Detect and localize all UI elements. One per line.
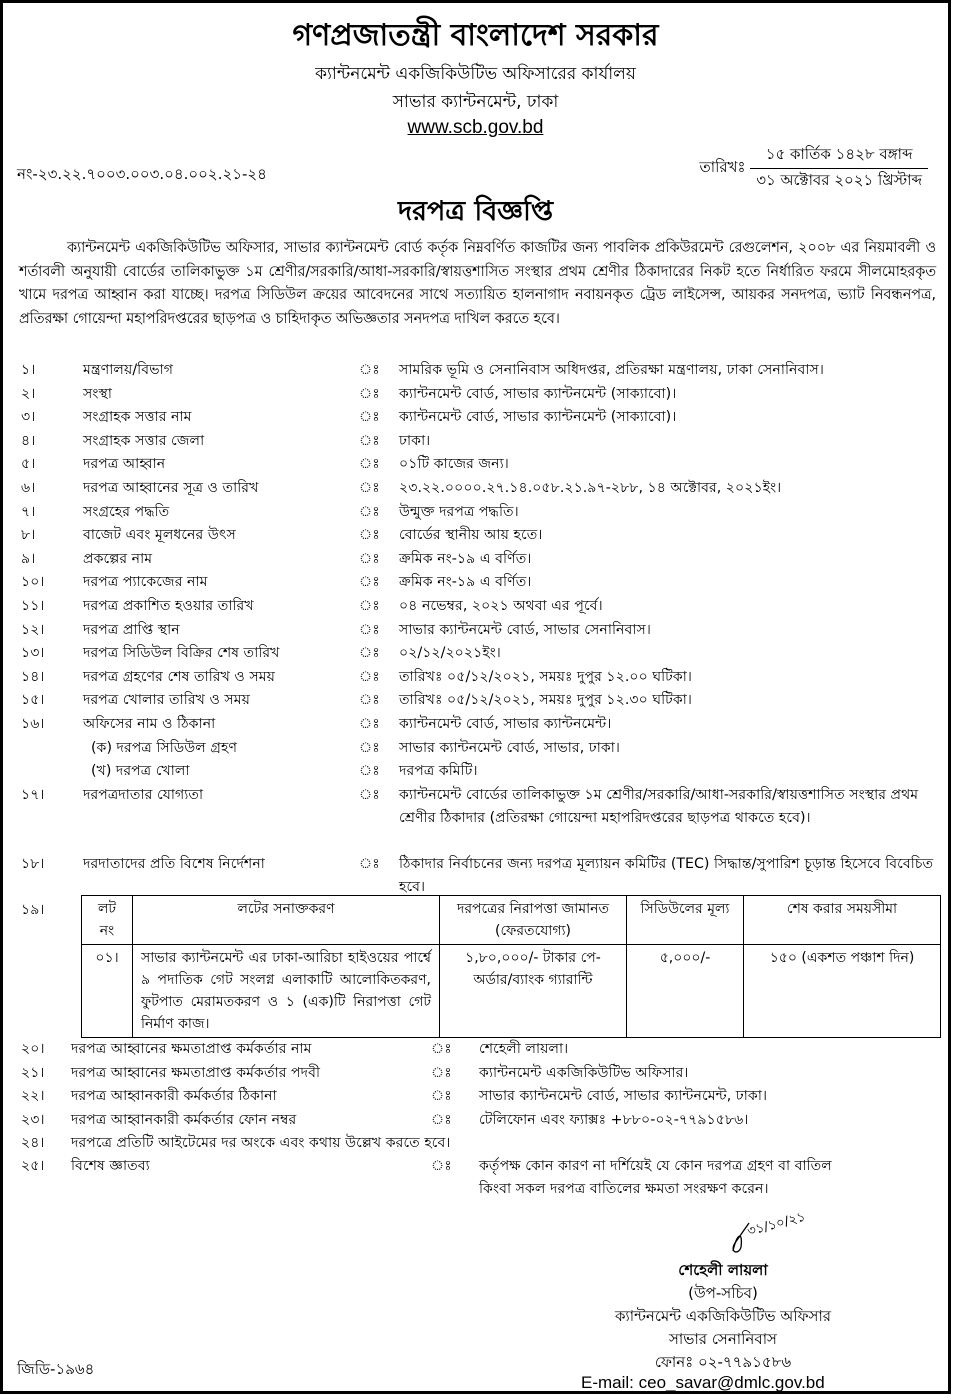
lot-schedule-price: ৫,০০০/- — [627, 945, 744, 1038]
item-label: দরপত্র আহ্বানকারী কর্মকর্তার ফোন নম্বর — [71, 1111, 297, 1128]
item-number: ২৫। — [21, 1158, 45, 1174]
item-number: ২৩। — [21, 1111, 45, 1128]
lot-table-row — [82, 945, 941, 1038]
list-item — [19, 595, 939, 619]
item-colon: ঃ — [359, 692, 380, 709]
item-19-number: ১৯। — [21, 902, 45, 918]
notice-title: দরপত্র বিজ্ঞপ্তি — [397, 196, 554, 227]
handwritten-date: ৩১/১০/২১ — [745, 1209, 808, 1240]
item-colon: ঃ — [359, 739, 380, 756]
signatory-email[interactable]: E-mail: ceo_savar@dmlc.gov.bd — [581, 1373, 825, 1392]
item-colon: ঃ — [431, 1088, 452, 1105]
item-colon: ঃ — [359, 715, 380, 732]
memo-number: নং-২৩.২২.৭০০৩.০০৩.০৪.০০২.২১-২৪ — [17, 165, 267, 183]
item-value: ঢাকা। — [399, 432, 431, 449]
gd-code: জিডি-১৯৬৪ — [17, 1360, 95, 1378]
item-label: অফিসের নাম ও ঠিকানা — [83, 715, 216, 732]
website-link-wrap — [3, 117, 948, 139]
government-title: গণপ্রজাতন্ত্রী বাংলাদেশ সরকার — [292, 18, 659, 53]
item-value: তারিখঃ ০৫/১২/২০২১, সময়ঃ দুপুর ১২.০০ ঘটিকা। — [399, 668, 692, 685]
list-item — [19, 359, 939, 383]
item-number: ৩। — [21, 409, 36, 426]
list-item — [19, 642, 939, 666]
item-label: সংস্থা — [83, 385, 112, 402]
item-value: ক্যান্টনমেন্ট বোর্ডের তালিকাভুক্ত ১ম শ্রেণীর/সরকারি/আধা-সরকারি/স্বায়ত্তশাসিত সংস্থার প্রথম শ্রেণীর ঠিকাদার (প্রতিরক্ষা গোয়েন্দা মহাপরিদপ্তরের ছাড়পত্র থাকতে হবে)। — [399, 787, 919, 826]
item-colon: ঃ — [359, 409, 380, 426]
list-item — [19, 548, 939, 572]
lot-identification: সাভার ক্যান্টনমেন্ট এর ঢাকা-আরিচা হাইওয়ের পার্শ্বে ৯ পদাতিক গেট সংলগ্ন এলাকাটি আলোকিতকরণ, ফুটপাত মেরামতকরণ ও ১ (এক)টি নিরাপত্তা গেট নির্মাণ কাজ। — [133, 945, 440, 1038]
item-value: ০২/১২/২০২১ইং। — [399, 645, 501, 662]
item-label: সংগ্রহের পদ্ধতি — [83, 503, 170, 520]
item-label: সংগ্রাহক সত্তার জেলা — [83, 432, 205, 449]
item-label: দরদাতাদের প্রতি বিশেষ নির্দেশনা — [83, 856, 265, 872]
item-list — [19, 359, 939, 784]
col-identification: লটের সনাক্তকরণ — [133, 896, 440, 945]
item-value: বোর্ডের স্থানীয় আয় হতে। — [399, 527, 543, 544]
item-label: দরপত্র আহ্বানের ক্ষমতাপ্রাপ্ত কর্মকর্তার পদবী — [71, 1064, 321, 1081]
item-label: প্রকল্পের নাম — [83, 550, 153, 567]
item-number: ৬। — [21, 479, 36, 496]
item-value: সামরিক ভূমি ও সেনানিবাস অধিদপ্তর, প্রতিরক্ষা মন্ত্রণালয়, ঢাকা সেনানিবাস। — [399, 362, 824, 378]
item-value: ঠিকাদার নির্বাচনের জন্য দরপত্র মূল্যায়ন কমিটির (TEC) সিদ্ধান্ত/সুপারিশ চূড়ান্ত হিসেবে বিবেচিত হবে। — [399, 856, 934, 895]
item-value: ক্যান্টনমেন্ট বোর্ড, সাভার ক্যান্টনমেন্ট। — [399, 715, 612, 732]
item-colon: ঃ — [359, 645, 380, 662]
item-number: ১৮। — [21, 856, 45, 872]
intro-paragraph: ক্যান্টনমেন্ট একজিকিউটিভ অফিসার, সাভার ক্যান্টনমেন্ট বোর্ড কর্তৃক নিম্নবর্ণিত কাজটির জন্য পাবলিক প্রকিউরমেন্ট রেগুলেশন, ২০০৮ এর নিয়মাবলী ও শর্তাবলী অনুযায়ী বোর্ডের তালিকাভুক্ত ১ম শ্রেণীর/সরকারি/আধা-সরকারি/স্বায়ত্তশাসিত সংস্থার প্রথম শ্রেণীর ঠিকাদারের নিকট হতে নির্ধারিত ফরমে সীলমোহরকৃত খামে দরপত্র আহ্বান করা যাচ্ছে। দরপত্র সিডিউল ক্রয়ের আবেদনের সাথে সত্যায়িত হালনাগাদ নবায়নকৃত ট্রেড লাইসেন্স, আয়কর সনদপত্র, ভ্যাট নিবন্ধনপত্র, প্রতিরক্ষা গোয়েন্দা মহাপরিদপ্তরের ছাড়পত্র ও চাহিদাকৃত অভিজ্ঞতার সনদপত্র দাখিল করতে হবে। — [19, 240, 936, 327]
list-item — [19, 406, 939, 430]
item-number: ১৪। — [21, 668, 45, 685]
item-value: সাভার ক্যান্টনমেন্ট বোর্ড, সাভার, ঢাকা। — [399, 739, 620, 756]
item-number: ৯। — [21, 550, 36, 567]
item-colon: ঃ — [359, 550, 380, 567]
col-schedule-price: সিডিউলের মূল্য — [627, 896, 744, 945]
item-colon: ঃ — [359, 456, 380, 473]
item-value: ক্যান্টনমেন্ট একজিকিউটিভ অফিসার। — [479, 1064, 689, 1081]
item-value: ০১টি কাজের জন্য। — [399, 456, 509, 473]
item-value: ক্যান্টনমেন্ট বোর্ড, সাভার ক্যান্টনমেন্ট (সাক্যাবো)। — [399, 409, 677, 426]
item-colon: ঃ — [359, 385, 380, 402]
item-number: ২৪। — [21, 1135, 45, 1151]
item-number: ১২। — [21, 621, 45, 638]
list-item — [19, 1085, 939, 1109]
office-location: সাভার ক্যান্টনমেন্ট, ঢাকা — [392, 92, 559, 112]
col-duration: শেষ করার সময়সীমা — [744, 896, 941, 945]
item-colon: ঃ — [359, 787, 380, 803]
item-colon: ঃ — [431, 1041, 452, 1057]
list-item — [19, 689, 939, 713]
item-number: ৮। — [21, 527, 36, 544]
item-value: তারিখঃ ০৫/১২/২০২১, সময়ঃ দুপুর ১২.৩০ ঘটিকা। — [399, 692, 692, 709]
list-item — [19, 571, 939, 595]
lot-table — [81, 895, 941, 1038]
item-value: দরপত্র কমিটি। — [399, 763, 478, 780]
item-number: ১১। — [21, 597, 45, 614]
col-lot-no: লট নং — [82, 896, 133, 945]
item-number: ১৫। — [21, 692, 45, 709]
list-item — [19, 477, 939, 501]
item-number: ২০। — [21, 1041, 45, 1057]
list-item — [19, 737, 939, 761]
item-colon: ঃ — [359, 362, 380, 378]
item-colon: ঃ — [359, 503, 380, 520]
item-label: দরপত্র খোলার তারিখ ও সময় — [83, 692, 251, 709]
item-value: উন্মুক্ত দরপত্র পদ্ধতি। — [399, 503, 519, 520]
item-colon: ঃ — [359, 763, 380, 780]
item-label: দরপত্র আহ্বানের সূত্র ও তারিখ — [83, 479, 259, 496]
item-label: দরপত্র আহ্বানকারী কর্মকর্তার ঠিকানা — [71, 1088, 277, 1105]
item-number: ১৩। — [21, 645, 45, 662]
item-label: (খ) দরপত্র খোলা — [91, 763, 190, 780]
signatory-phone: ফোনঃ ০২-৭৭৯১৫৮৬ — [654, 1353, 792, 1371]
list-item — [19, 666, 939, 690]
item-number: ২২। — [21, 1088, 45, 1105]
list-item — [19, 1062, 939, 1086]
list-item — [19, 430, 939, 454]
item-label: দরপত্র প্রকাশিত হওয়ার তারিখ — [83, 597, 254, 614]
lot-duration: ১৫০ (একশত পঞ্চাশ দিন) — [744, 945, 941, 1038]
item-value: কর্তৃপক্ষ কোন কারণ না দর্শিয়েই যে কোন দরপত্র গ্রহণ বা বাতিল কিংবা সকল দরপত্র বাতিলের ক্ষমতা সংরক্ষণ করেন। — [479, 1158, 832, 1197]
item-value: টেলিফোন এবং ফ্যাক্সঃ +৮৮০-০২-৭৭৯১৫৮৬। — [479, 1111, 749, 1128]
item-colon: ঃ — [431, 1111, 452, 1128]
item-label: দরপত্রে প্রতিটি আইটেমের দর অংকে এবং কথায় উল্লেখ করতে হবে। — [71, 1135, 451, 1151]
list-item — [19, 501, 939, 525]
website-link[interactable]: www.scb.gov.bd — [407, 117, 544, 138]
item-colon: ঃ — [359, 479, 380, 496]
item-25 — [19, 1155, 939, 1201]
item-label: দরপত্রদাতার যোগ্যতা — [83, 787, 204, 803]
list-item — [19, 383, 939, 407]
item-colon: ঃ — [359, 597, 380, 614]
item-colon: ঃ — [359, 668, 380, 685]
item-value: শেহেলী লায়লা। — [479, 1041, 569, 1057]
item-value: সাভার ক্যান্টনমেন্ট বোর্ড, সাভার ক্যান্টনমেন্ট, ঢাকা। — [479, 1088, 768, 1105]
signatory-designation: ক্যান্টনমেন্ট একজিকিউটিভ অফিসার — [614, 1307, 832, 1325]
item-label: বাজেট এবং মূলধনের উৎস — [83, 527, 236, 544]
lot-security: ১,৮০,০০০/- টাকার পে-অর্ডার/ব্যাংক গ্যারান্টি — [440, 945, 627, 1038]
item-colon: ঃ — [359, 527, 380, 544]
item-label: দরপত্র আহ্বান — [83, 456, 166, 473]
item-label: বিশেষ জ্ঞাতব্য — [71, 1158, 150, 1174]
item-value: ২৩.২২.০০০০.২৭.১৪.০৫৮.২১.৯৭-২৮৮, ১৪ অক্টোবর, ২০২১ইং। — [399, 479, 782, 496]
item-value: ক্রমিক নং-১৯ এ বর্ণিত। — [399, 550, 532, 567]
office-name: ক্যান্টনমেন্ট একজিকিউটিভ অফিসারের কার্যালয় — [315, 64, 636, 84]
item-colon: ঃ — [359, 432, 380, 449]
date-bangla: ১৫ কার্তিক ১৪২৮ বঙ্গাব্দ — [750, 143, 928, 169]
item-label: দরপত্র আহ্বানের ক্ষমতাপ্রাপ্ত কর্মকর্তার নাম — [71, 1041, 312, 1057]
list-item — [19, 619, 939, 643]
item-number: ৫। — [21, 456, 36, 473]
item-24 — [19, 1132, 939, 1156]
item-colon: ঃ — [359, 856, 380, 872]
item-value: ক্রমিক নং-১৯ এ বর্ণিত। — [399, 574, 532, 591]
list-item — [19, 1038, 939, 1062]
item-value: ০৪ নভেম্বর, ২০২১ অথবা এর পূর্বে। — [399, 597, 603, 614]
item-number: ১৭। — [21, 787, 45, 803]
col-security: দরপত্রের নিরাপত্তা জামানত (ফেরতযোগ্য) — [440, 896, 627, 945]
list-item — [19, 1109, 939, 1133]
item-label: মন্ত্রণালয়/বিভাগ — [83, 362, 174, 378]
item-value: সাভার ক্যান্টনমেন্ট বোর্ড, সাভার সেনানিবাস। — [399, 621, 651, 638]
item-label: দরপত্র প্যাকেজের নাম — [83, 574, 208, 591]
item-colon: ঃ — [359, 621, 380, 638]
item-18 — [19, 853, 939, 899]
item-number: ১৬। — [21, 715, 45, 732]
date-english: ৩১ অক্টোবর ২০২১ খ্রিস্টাব্দ — [756, 171, 922, 189]
item-label: দরপত্র সিডিউল বিক্রির শেষ তারিখ — [83, 645, 280, 662]
signatory-rank: (উপ-সচিব) — [688, 1284, 758, 1302]
date-label: তারিখঃ — [699, 158, 746, 176]
list-item — [19, 453, 939, 477]
item-label: (ক) দরপত্র সিডিউল গ্রহণ — [91, 739, 238, 756]
item-number: ১। — [21, 362, 36, 378]
item-colon: ঃ — [431, 1158, 452, 1174]
list-item — [19, 524, 939, 548]
list-item — [19, 713, 939, 737]
lot-table-header — [82, 896, 941, 945]
item-number: ৭। — [21, 503, 36, 520]
item-number: ২১। — [21, 1064, 45, 1081]
item-colon: ঃ — [431, 1064, 452, 1081]
list-item — [19, 760, 939, 784]
item-number: ২। — [21, 385, 36, 402]
item-list-2 — [19, 1038, 939, 1132]
item-value: ক্যান্টনমেন্ট বোর্ড, সাভার ক্যান্টনমেন্ট (সাক্যাবো)। — [399, 385, 677, 402]
item-label: দরপত্র প্রাপ্তি স্থান — [83, 621, 180, 638]
item-number: ১০। — [21, 574, 45, 591]
item-colon: ঃ — [359, 574, 380, 591]
item-17 — [19, 784, 939, 854]
lot-no: ০১। — [82, 945, 133, 1038]
signatory-station: সাভার সেনানিবাস — [669, 1330, 777, 1348]
signatory-name: শেহেলী লায়লা — [678, 1261, 768, 1279]
item-label: সংগ্রাহক সত্তার নাম — [83, 409, 192, 426]
date-block — [699, 143, 928, 194]
item-number: ৪। — [21, 432, 36, 449]
item-label: দরপত্র গ্রহণের শেষ তারিখ ও সময় — [83, 668, 275, 685]
